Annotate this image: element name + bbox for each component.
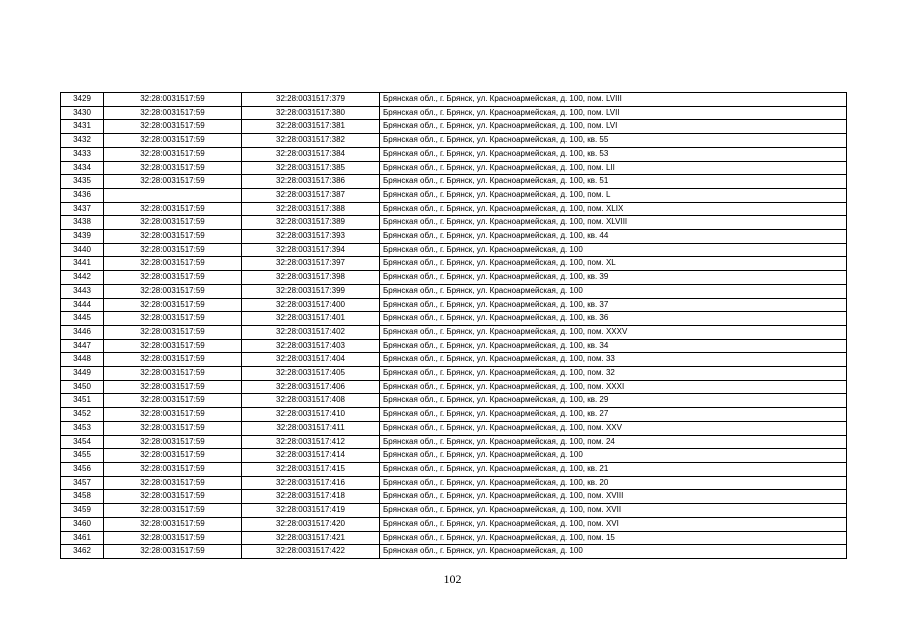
cadastral-number-cell: 32:28:0031517:421	[242, 531, 380, 545]
address-cell: Брянская обл., г. Брянск, ул. Красноармейская, д. 100, кв. 37	[380, 298, 847, 312]
table-row	[61, 339, 847, 353]
parcel-number-cell: 32:28:0031517:59	[104, 531, 242, 545]
table-row	[61, 271, 847, 285]
parcel-number-cell: 32:28:0031517:59	[104, 271, 242, 285]
table-row	[61, 161, 847, 175]
row-number-cell: 3439	[61, 230, 104, 244]
address-cell: Брянская обл., г. Брянск, ул. Красноармейская, д. 100, кв. 55	[380, 134, 847, 148]
table-row	[61, 380, 847, 394]
parcel-number-cell: 32:28:0031517:59	[104, 257, 242, 271]
cadastral-number-cell: 32:28:0031517:403	[242, 339, 380, 353]
parcel-number-cell: 32:28:0031517:59	[104, 284, 242, 298]
cadastral-number-cell: 32:28:0031517:410	[242, 408, 380, 422]
table-row	[61, 230, 847, 244]
row-number-cell: 3444	[61, 298, 104, 312]
address-cell: Брянская обл., г. Брянск, ул. Красноармейская, д. 100, кв. 39	[380, 271, 847, 285]
parcel-number-cell: 32:28:0031517:59	[104, 106, 242, 120]
cadastral-number-cell: 32:28:0031517:402	[242, 325, 380, 339]
parcel-number-cell: 32:28:0031517:59	[104, 325, 242, 339]
row-number-cell: 3437	[61, 202, 104, 216]
address-cell: Брянская обл., г. Брянск, ул. Красноармейская, д. 100, пом. XVI	[380, 517, 847, 531]
table-row	[61, 504, 847, 518]
row-number-cell: 3461	[61, 531, 104, 545]
address-cell: Брянская обл., г. Брянск, ул. Красноармейская, д. 100, пом. LVI	[380, 120, 847, 134]
parcel-number-cell: 32:28:0031517:59	[104, 230, 242, 244]
cadastral-number-cell: 32:28:0031517:419	[242, 504, 380, 518]
row-number-cell: 3432	[61, 134, 104, 148]
table-row	[61, 257, 847, 271]
row-number-cell: 3448	[61, 353, 104, 367]
table-row	[61, 134, 847, 148]
address-cell: Брянская обл., г. Брянск, ул. Красноармейская, д. 100, пом. XVII	[380, 504, 847, 518]
table-row	[61, 367, 847, 381]
address-cell: Брянская обл., г. Брянск, ул. Красноармейская, д. 100	[380, 449, 847, 463]
row-number-cell: 3433	[61, 147, 104, 161]
cadastral-number-cell: 32:28:0031517:411	[242, 421, 380, 435]
cadastral-number-cell: 32:28:0031517:400	[242, 298, 380, 312]
cadastral-number-cell: 32:28:0031517:394	[242, 243, 380, 257]
address-cell: Брянская обл., г. Брянск, ул. Красноармейская, д. 100, кв. 20	[380, 476, 847, 490]
address-cell: Брянская обл., г. Брянск, ул. Красноармейская, д. 100, кв. 53	[380, 147, 847, 161]
row-number-cell: 3455	[61, 449, 104, 463]
cadastral-number-cell: 32:28:0031517:418	[242, 490, 380, 504]
row-number-cell: 3443	[61, 284, 104, 298]
parcel-number-cell: 32:28:0031517:59	[104, 353, 242, 367]
table-row	[61, 93, 847, 107]
address-cell: Брянская обл., г. Брянск, ул. Красноармейская, д. 100	[380, 545, 847, 559]
property-table	[60, 92, 847, 559]
table-row	[61, 298, 847, 312]
address-cell: Брянская обл., г. Брянск, ул. Красноармейская, д. 100, кв. 29	[380, 394, 847, 408]
cadastral-number-cell: 32:28:0031517:405	[242, 367, 380, 381]
table-row	[61, 120, 847, 134]
row-number-cell: 3462	[61, 545, 104, 559]
parcel-number-cell	[104, 188, 242, 202]
row-number-cell: 3431	[61, 120, 104, 134]
table-row	[61, 312, 847, 326]
table-row	[61, 462, 847, 476]
parcel-number-cell: 32:28:0031517:59	[104, 490, 242, 504]
parcel-number-cell: 32:28:0031517:59	[104, 147, 242, 161]
address-cell: Брянская обл., г. Брянск, ул. Красноармейская, д. 100, пом. LVII	[380, 106, 847, 120]
row-number-cell: 3450	[61, 380, 104, 394]
table-row	[61, 421, 847, 435]
parcel-number-cell: 32:28:0031517:59	[104, 476, 242, 490]
cadastral-number-cell: 32:28:0031517:379	[242, 93, 380, 107]
parcel-number-cell: 32:28:0031517:59	[104, 202, 242, 216]
parcel-number-cell: 32:28:0031517:59	[104, 216, 242, 230]
parcel-number-cell: 32:28:0031517:59	[104, 380, 242, 394]
table-row	[61, 202, 847, 216]
cadastral-number-cell: 32:28:0031517:415	[242, 462, 380, 476]
cadastral-number-cell: 32:28:0031517:389	[242, 216, 380, 230]
address-cell: Брянская обл., г. Брянск, ул. Красноармейская, д. 100, кв. 34	[380, 339, 847, 353]
row-number-cell: 3452	[61, 408, 104, 422]
address-cell: Брянская обл., г. Брянск, ул. Красноармейская, д. 100, пом. XLIX	[380, 202, 847, 216]
parcel-number-cell: 32:28:0031517:59	[104, 175, 242, 189]
table-row	[61, 188, 847, 202]
cadastral-number-cell: 32:28:0031517:385	[242, 161, 380, 175]
address-cell: Брянская обл., г. Брянск, ул. Красноармейская, д. 100, пом. 24	[380, 435, 847, 449]
row-number-cell: 3456	[61, 462, 104, 476]
row-number-cell: 3445	[61, 312, 104, 326]
row-number-cell: 3459	[61, 504, 104, 518]
cadastral-number-cell: 32:28:0031517:406	[242, 380, 380, 394]
cadastral-number-cell: 32:28:0031517:422	[242, 545, 380, 559]
table-row	[61, 243, 847, 257]
row-number-cell: 3453	[61, 421, 104, 435]
table-row	[61, 435, 847, 449]
row-number-cell: 3430	[61, 106, 104, 120]
row-number-cell: 3429	[61, 93, 104, 107]
parcel-number-cell: 32:28:0031517:59	[104, 408, 242, 422]
table-row	[61, 408, 847, 422]
row-number-cell: 3441	[61, 257, 104, 271]
address-cell: Брянская обл., г. Брянск, ул. Красноармейская, д. 100, пом. XXV	[380, 421, 847, 435]
cadastral-number-cell: 32:28:0031517:386	[242, 175, 380, 189]
parcel-number-cell: 32:28:0031517:59	[104, 298, 242, 312]
cadastral-number-cell: 32:28:0031517:384	[242, 147, 380, 161]
row-number-cell: 3438	[61, 216, 104, 230]
row-number-cell: 3447	[61, 339, 104, 353]
cadastral-number-cell: 32:28:0031517:408	[242, 394, 380, 408]
parcel-number-cell: 32:28:0031517:59	[104, 134, 242, 148]
address-cell: Брянская обл., г. Брянск, ул. Красноармейская, д. 100, пом. LII	[380, 161, 847, 175]
address-cell: Брянская обл., г. Брянск, ул. Красноармейская, д. 100, пом. XL	[380, 257, 847, 271]
parcel-number-cell: 32:28:0031517:59	[104, 120, 242, 134]
table-row	[61, 449, 847, 463]
cadastral-number-cell: 32:28:0031517:404	[242, 353, 380, 367]
address-cell: Брянская обл., г. Брянск, ул. Красноармейская, д. 100, пом. LVIII	[380, 93, 847, 107]
row-number-cell: 3460	[61, 517, 104, 531]
table-row	[61, 216, 847, 230]
table-row	[61, 284, 847, 298]
address-cell: Брянская обл., г. Брянск, ул. Красноармейская, д. 100, пом. 33	[380, 353, 847, 367]
row-number-cell: 3434	[61, 161, 104, 175]
row-number-cell: 3436	[61, 188, 104, 202]
cadastral-number-cell: 32:28:0031517:397	[242, 257, 380, 271]
address-cell: Брянская обл., г. Брянск, ул. Красноармейская, д. 100, пом. 32	[380, 367, 847, 381]
row-number-cell: 3457	[61, 476, 104, 490]
table-row	[61, 147, 847, 161]
row-number-cell: 3435	[61, 175, 104, 189]
property-table-body	[61, 93, 847, 559]
row-number-cell: 3454	[61, 435, 104, 449]
cadastral-number-cell: 32:28:0031517:393	[242, 230, 380, 244]
address-cell: Брянская обл., г. Брянск, ул. Красноармейская, д. 100, кв. 36	[380, 312, 847, 326]
cadastral-number-cell: 32:28:0031517:380	[242, 106, 380, 120]
cadastral-number-cell: 32:28:0031517:398	[242, 271, 380, 285]
address-cell: Брянская обл., г. Брянск, ул. Красноармейская, д. 100, кв. 21	[380, 462, 847, 476]
row-number-cell: 3440	[61, 243, 104, 257]
address-cell: Брянская обл., г. Брянск, ул. Красноармейская, д. 100, кв. 51	[380, 175, 847, 189]
address-cell: Брянская обл., г. Брянск, ул. Красноармейская, д. 100, пом. L	[380, 188, 847, 202]
table-row	[61, 517, 847, 531]
cadastral-number-cell: 32:28:0031517:399	[242, 284, 380, 298]
row-number-cell: 3446	[61, 325, 104, 339]
parcel-number-cell: 32:28:0031517:59	[104, 462, 242, 476]
row-number-cell: 3451	[61, 394, 104, 408]
table-row	[61, 476, 847, 490]
parcel-number-cell: 32:28:0031517:59	[104, 435, 242, 449]
address-cell: Брянская обл., г. Брянск, ул. Красноармейская, д. 100, кв. 44	[380, 230, 847, 244]
parcel-number-cell: 32:28:0031517:59	[104, 394, 242, 408]
cadastral-number-cell: 32:28:0031517:412	[242, 435, 380, 449]
parcel-number-cell: 32:28:0031517:59	[104, 504, 242, 518]
row-number-cell: 3449	[61, 367, 104, 381]
address-cell: Брянская обл., г. Брянск, ул. Красноармейская, д. 100	[380, 284, 847, 298]
parcel-number-cell: 32:28:0031517:59	[104, 367, 242, 381]
cadastral-number-cell: 32:28:0031517:414	[242, 449, 380, 463]
table-row	[61, 175, 847, 189]
address-cell: Брянская обл., г. Брянск, ул. Красноармейская, д. 100, пом. XLVIII	[380, 216, 847, 230]
address-cell: Брянская обл., г. Брянск, ул. Красноармейская, д. 100, пом. XXXI	[380, 380, 847, 394]
table-row	[61, 490, 847, 504]
table-row	[61, 353, 847, 367]
address-cell: Брянская обл., г. Брянск, ул. Красноармейская, д. 100, пом. XVIII	[380, 490, 847, 504]
parcel-number-cell: 32:28:0031517:59	[104, 161, 242, 175]
table-row	[61, 325, 847, 339]
cadastral-number-cell: 32:28:0031517:387	[242, 188, 380, 202]
cadastral-number-cell: 32:28:0031517:401	[242, 312, 380, 326]
table-row	[61, 394, 847, 408]
cadastral-number-cell: 32:28:0031517:381	[242, 120, 380, 134]
row-number-cell: 3442	[61, 271, 104, 285]
parcel-number-cell: 32:28:0031517:59	[104, 243, 242, 257]
address-cell: Брянская обл., г. Брянск, ул. Красноармейская, д. 100, пом. 15	[380, 531, 847, 545]
table-row	[61, 545, 847, 559]
cadastral-number-cell: 32:28:0031517:420	[242, 517, 380, 531]
parcel-number-cell: 32:28:0031517:59	[104, 93, 242, 107]
parcel-number-cell: 32:28:0031517:59	[104, 312, 242, 326]
parcel-number-cell: 32:28:0031517:59	[104, 545, 242, 559]
table-row	[61, 106, 847, 120]
address-cell: Брянская обл., г. Брянск, ул. Красноармейская, д. 100	[380, 243, 847, 257]
parcel-number-cell: 32:28:0031517:59	[104, 421, 242, 435]
address-cell: Брянская обл., г. Брянск, ул. Красноармейская, д. 100, пом. XXXV	[380, 325, 847, 339]
cadastral-number-cell: 32:28:0031517:416	[242, 476, 380, 490]
address-cell: Брянская обл., г. Брянск, ул. Красноармейская, д. 100, кв. 27	[380, 408, 847, 422]
cadastral-number-cell: 32:28:0031517:382	[242, 134, 380, 148]
page-number: 102	[443, 572, 462, 586]
table-row	[61, 531, 847, 545]
parcel-number-cell: 32:28:0031517:59	[104, 517, 242, 531]
row-number-cell: 3458	[61, 490, 104, 504]
parcel-number-cell: 32:28:0031517:59	[104, 339, 242, 353]
parcel-number-cell: 32:28:0031517:59	[104, 449, 242, 463]
cadastral-number-cell: 32:28:0031517:388	[242, 202, 380, 216]
